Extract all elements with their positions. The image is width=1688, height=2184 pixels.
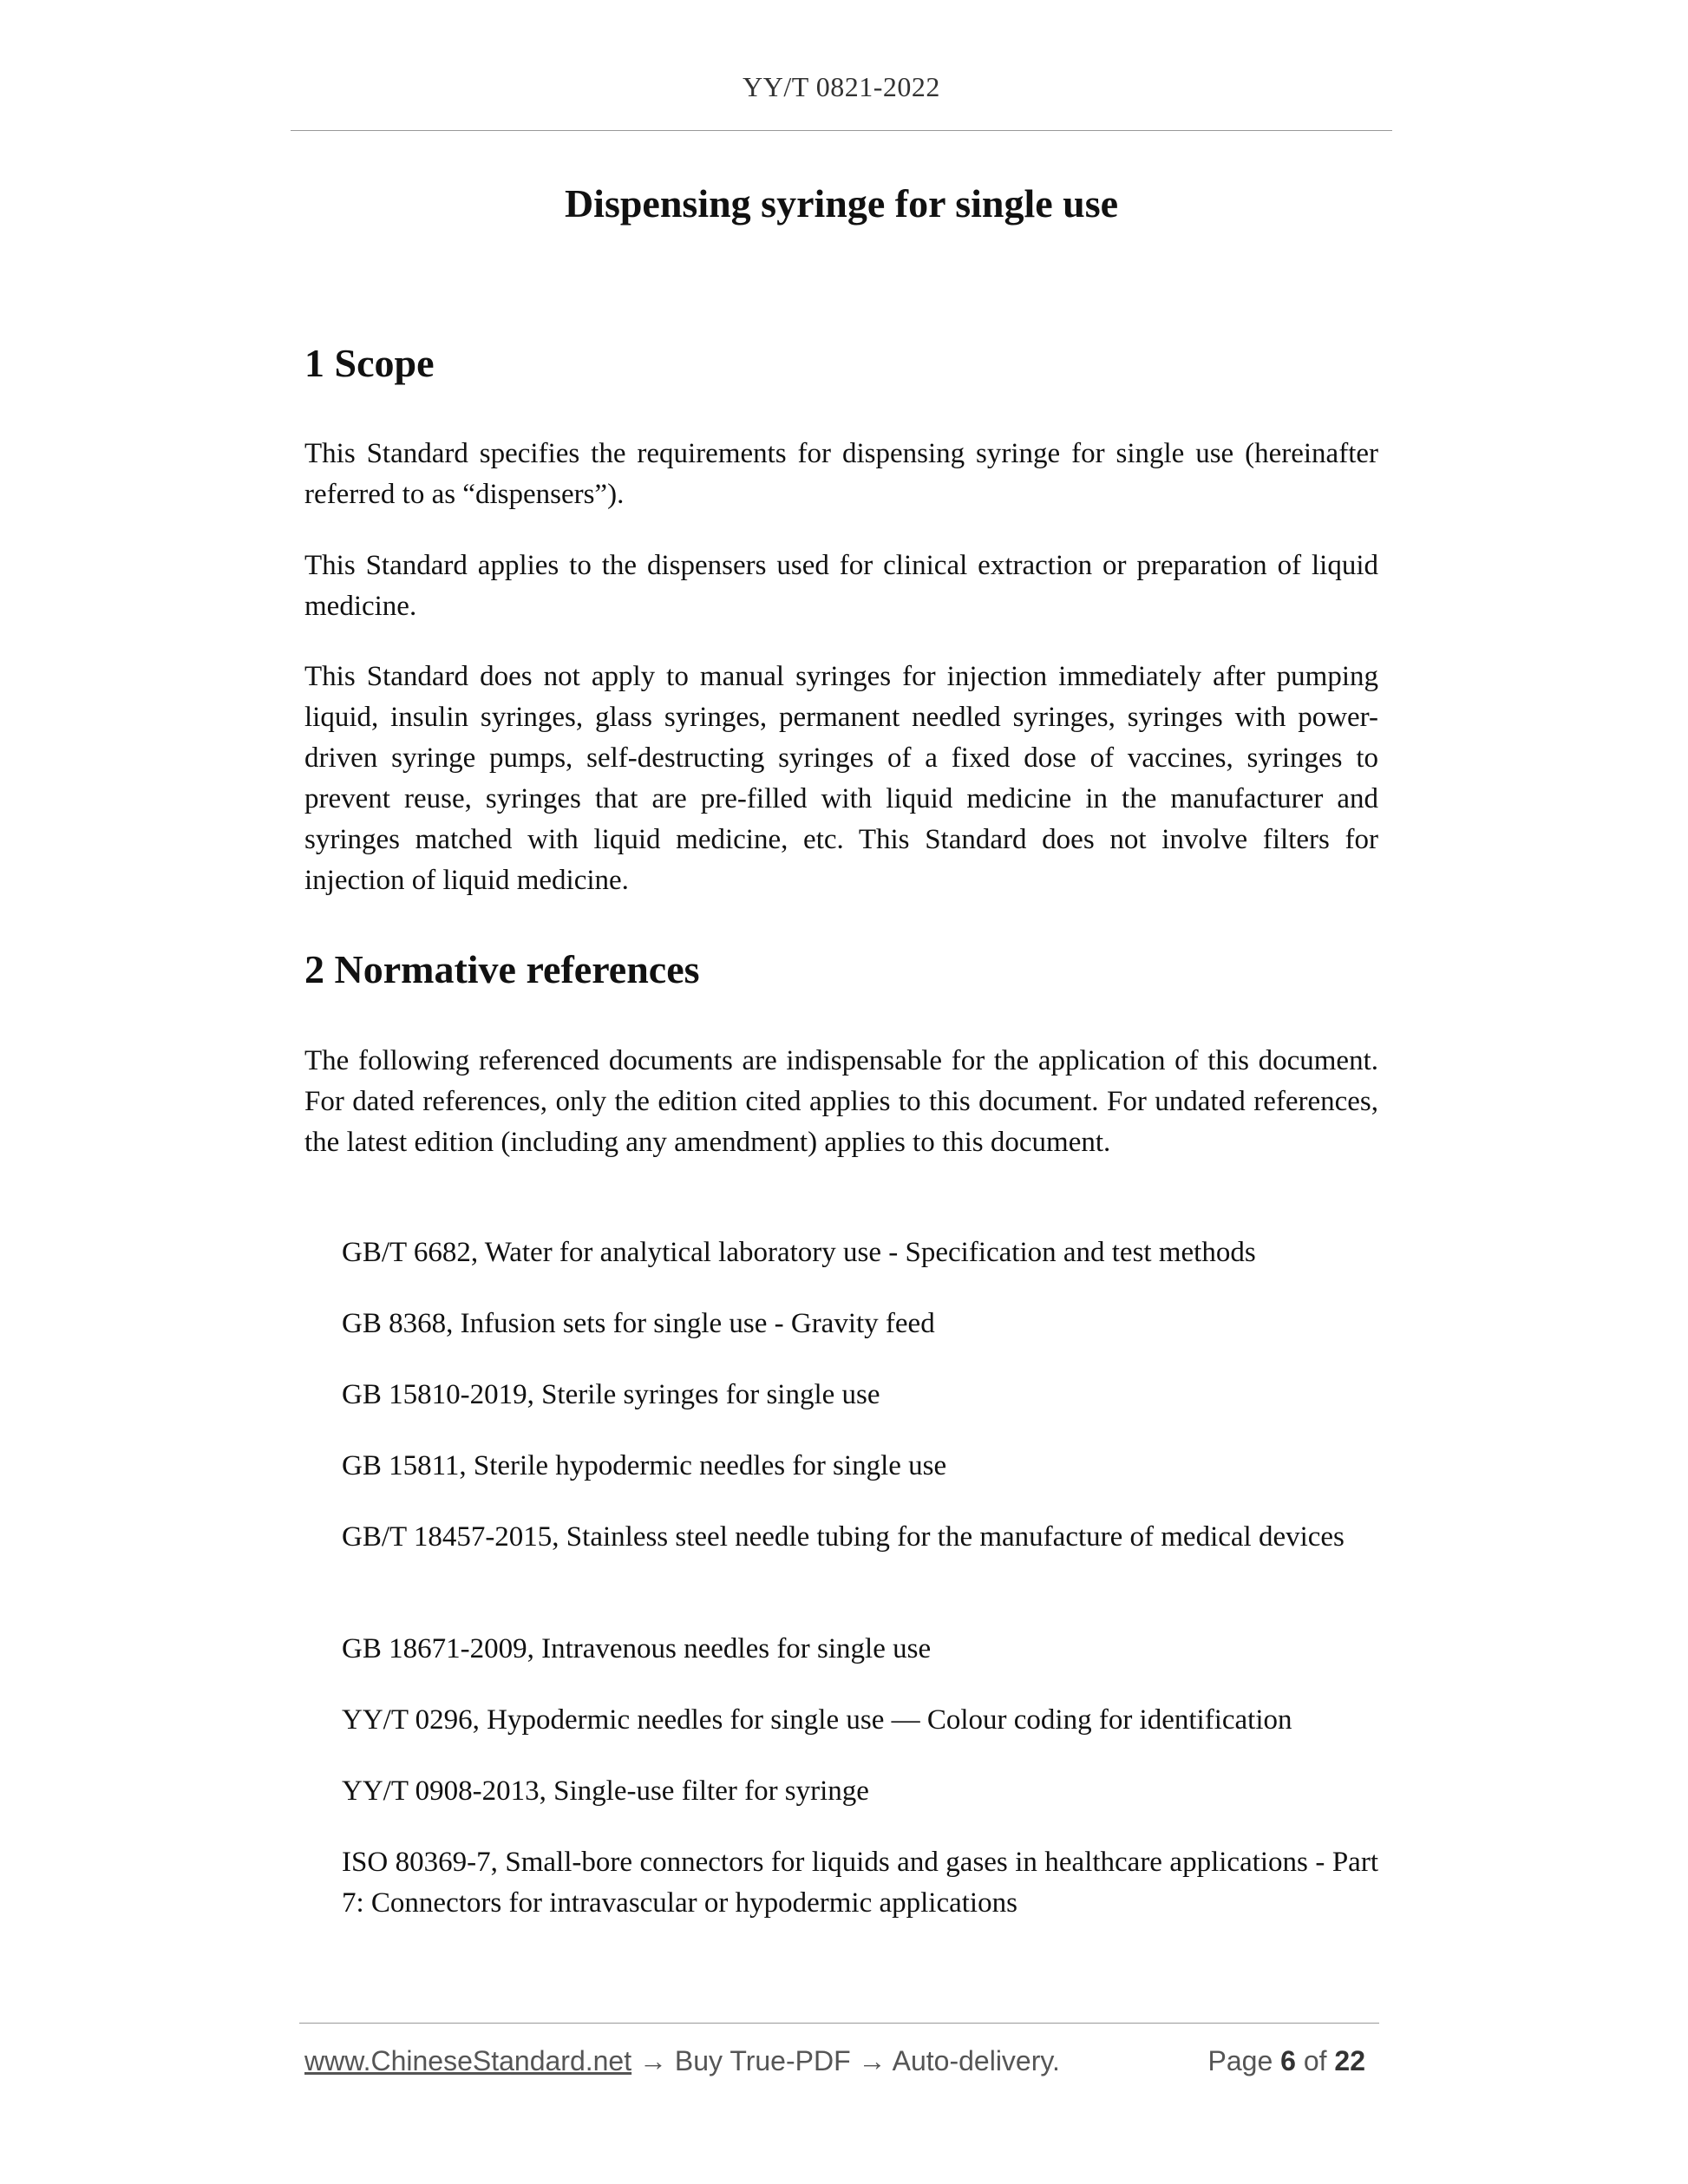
reference-item: YY/T 0908-2013, Single-use filter for syringe (342, 1775, 869, 1807)
section-heading-scope: 1 Scope (304, 341, 435, 385)
scope-paragraph: This Standard applies to the dispensers used for clinical extraction or preparation of liquid medicine. (304, 550, 1378, 622)
references-intro-paragraph: The following referenced documents are indispensable for the application of this document. For dated references, only the edition cited applies to this document. For undated references, the latest edition (including any amendment) applies to this document. (304, 1045, 1378, 1158)
reference-item: GB/T 18457-2015, Stainless steel needle tubing for the manufacture of medical devices (342, 1521, 1345, 1553)
page-footer (304, 2045, 1378, 2080)
reference-item: GB 15811, Sterile hypodermic needles for single use (342, 1450, 947, 1481)
header-divider (291, 130, 1392, 131)
reference-item: GB 15810-2019, Sterile syringes for single use (342, 1379, 880, 1410)
reference-item: GB 8368, Infusion sets for single use - Gravity feed (342, 1308, 935, 1339)
total-page-count: 22 (1334, 2045, 1365, 2076)
reference-item: GB/T 6682, Water for analytical laboratory use - Specification and test methods (342, 1237, 1256, 1268)
footer-promo-text: → Buy True-PDF → Auto-delivery. (631, 2045, 1060, 2076)
header-standard-code: YY/T 0821-2022 (743, 71, 940, 102)
site-link[interactable]: www.ChineseStandard.net (304, 2045, 632, 2076)
reference-item: YY/T 0296, Hypodermic needles for single use — Colour coding for identification (342, 1704, 1292, 1736)
page-indicator (1208, 2045, 1365, 2077)
current-page-number: 6 (1280, 2045, 1296, 2076)
section-heading-normative-references: 2 Normative references (304, 947, 700, 991)
of-label: of (1303, 2045, 1327, 2076)
page-label: Page (1207, 2045, 1273, 2076)
scope-paragraph: This Standard does not apply to manual syringes for injection immediately after pumping liquid, insulin syringes, glass syringes, permanent needled syringes, syringes with power-driven syringe pumps, self-destructing syringes of a fixed dose of vaccines, syringes to prevent reuse, syringes that are pre-filled with liquid medicine in the manufacturer and syringes matched with liquid medicine, etc. This Standard does not involve filters for injection of liquid medicine. (304, 661, 1378, 896)
reference-item: GB 18671-2009, Intravenous needles for single use (342, 1633, 932, 1664)
footer-divider (299, 2023, 1379, 2024)
reference-item: ISO 80369-7, Small-bore connectors for liquids and gases in healthcare applications - Part 7: Connectors for intravascular or hypodermic applications (342, 1847, 1378, 1919)
scope-paragraph: This Standard specifies the requirements for dispensing syringe for single use (hereinafter referred to as “dispensers”). (304, 438, 1378, 510)
document-title: Dispensing syringe for single use (564, 181, 1119, 226)
